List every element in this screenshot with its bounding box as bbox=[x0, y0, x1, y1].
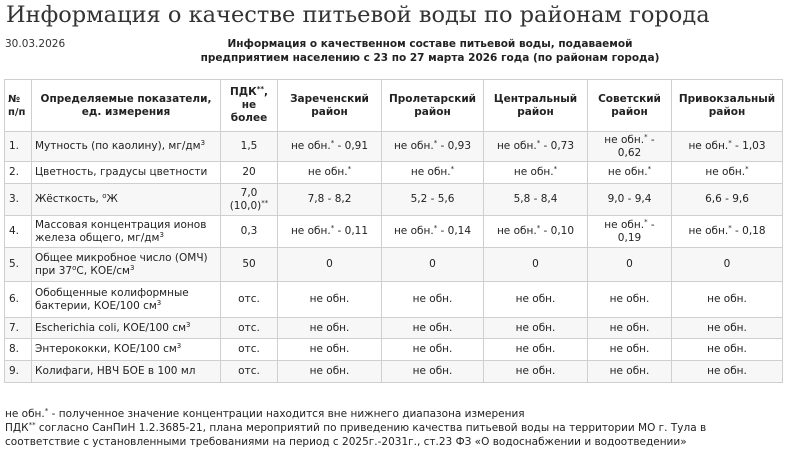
district-value bbox=[588, 184, 672, 216]
row-number: 7. bbox=[5, 318, 32, 339]
value-range: - 0,18 bbox=[731, 225, 766, 237]
indicator-text: Мутность (по каолину), мг/дм bbox=[35, 140, 201, 152]
value-range: - 0,93 bbox=[437, 140, 472, 152]
pdk-main: отс. bbox=[238, 343, 260, 355]
value-main: не обн. bbox=[309, 365, 350, 377]
value-main: не обн. bbox=[604, 133, 645, 146]
indicator-text: Колифаги, НВЧ БОЕ в 100 мл bbox=[35, 365, 196, 377]
row-number: 9. bbox=[5, 361, 32, 383]
value-main: не обн. bbox=[412, 293, 453, 305]
degree-mark: о bbox=[102, 192, 107, 200]
table-row bbox=[5, 339, 783, 361]
value-range: - 0,91 bbox=[334, 140, 369, 152]
header-district-sovetsky: Советский район bbox=[588, 80, 672, 132]
value-main: не обн. bbox=[309, 343, 350, 355]
pdk-main: 20 bbox=[242, 166, 256, 178]
value-main: 7,8 - 8,2 bbox=[307, 193, 352, 205]
pdk-alt: (10,0) bbox=[229, 199, 262, 212]
footnote-1-mark: * bbox=[44, 407, 49, 415]
header-number: № п/п bbox=[5, 80, 32, 132]
value-main: не обн. bbox=[707, 321, 747, 334]
district-value bbox=[672, 318, 783, 339]
district-value bbox=[278, 162, 382, 184]
value-main: не обн. bbox=[609, 321, 650, 334]
page-title: Информация о качестве питьевой воды по районам города bbox=[6, 2, 710, 28]
district-value bbox=[382, 248, 484, 282]
indicator-name bbox=[32, 162, 221, 184]
district-value bbox=[278, 361, 382, 383]
value-mark: * bbox=[450, 165, 455, 173]
district-value bbox=[382, 216, 484, 248]
value-main: не обн. bbox=[609, 343, 650, 355]
row-number: 5. bbox=[5, 248, 32, 282]
unit-exponent: 3 bbox=[186, 320, 191, 329]
pdk-main: отс. bbox=[238, 321, 260, 334]
district-value bbox=[672, 248, 783, 282]
row-number: 4. bbox=[5, 216, 32, 248]
value-range: - 0,10 bbox=[540, 225, 575, 237]
district-value bbox=[484, 282, 588, 318]
value-main: 0 bbox=[429, 258, 436, 270]
indicator-name bbox=[32, 318, 221, 339]
value-main: не обн. bbox=[707, 293, 747, 305]
district-value bbox=[484, 132, 588, 162]
header-district-proletarsky: Пролетарский район bbox=[382, 80, 484, 132]
header-district-zarechensky: Зареченский район bbox=[278, 80, 382, 132]
row-number: 1. bbox=[5, 132, 32, 162]
value-main: не обн. bbox=[496, 225, 537, 237]
table-header-row bbox=[5, 80, 783, 132]
row-number: 8. bbox=[5, 339, 32, 361]
value-main: не обн. bbox=[609, 365, 650, 377]
header-pdk-tail: , не более bbox=[230, 86, 269, 124]
value-main: не обн. bbox=[412, 365, 453, 377]
value-main: не обн. bbox=[393, 140, 434, 152]
value-main: не обн. bbox=[705, 166, 746, 178]
value-main: не обн. bbox=[688, 225, 729, 237]
district-value bbox=[672, 361, 783, 383]
value-mark: * bbox=[644, 132, 648, 141]
indicator-text: Обобщенные колиформные бактерии, КОЕ/100 см bbox=[35, 286, 189, 312]
value-main: 6,6 - 9,6 bbox=[705, 193, 749, 205]
value-mark: * bbox=[347, 165, 352, 173]
footnote-2 bbox=[5, 421, 780, 449]
value-mark: * bbox=[644, 217, 648, 226]
value-main: не обн. bbox=[307, 166, 348, 178]
footnotes bbox=[5, 407, 780, 449]
pdk-main: 7,0 bbox=[240, 186, 258, 199]
footnote-1 bbox=[5, 407, 780, 421]
value-mark: * bbox=[536, 224, 541, 232]
value-main: не обн. bbox=[410, 166, 451, 178]
row-number: 6. bbox=[5, 282, 32, 318]
district-value bbox=[382, 162, 484, 184]
water-quality-table bbox=[4, 79, 783, 383]
indicator-text: Цветность, градусы цветности bbox=[35, 166, 208, 178]
district-value bbox=[672, 162, 783, 184]
degree-mark: о bbox=[72, 263, 77, 272]
footnote-1-text: - полученное значение концентрации находится вне нижнего диапазона измерения bbox=[48, 408, 525, 420]
indicator-text: Общее микробное число (ОМЧ) при 37 bbox=[35, 251, 208, 277]
indicator-name bbox=[32, 339, 221, 361]
district-value bbox=[278, 216, 382, 248]
row-number: 3. bbox=[5, 184, 32, 216]
district-value bbox=[382, 318, 484, 339]
table-row bbox=[5, 184, 783, 216]
district-value bbox=[278, 318, 382, 339]
value-main: не обн. bbox=[309, 293, 350, 305]
unit-text: С, КОЕ/см bbox=[76, 264, 130, 277]
pdk-alt-mark: ** bbox=[261, 198, 269, 207]
value-main: не обн. bbox=[707, 343, 747, 355]
pdk-value bbox=[221, 248, 278, 282]
unit-exponent: 3 bbox=[129, 263, 135, 272]
table-row bbox=[5, 361, 783, 383]
district-value bbox=[484, 162, 588, 184]
table-row bbox=[5, 282, 783, 318]
value-main: не обн. bbox=[393, 225, 434, 237]
value-mark: * bbox=[536, 139, 541, 147]
district-value bbox=[484, 184, 588, 216]
value-range: - 0,19 bbox=[617, 218, 655, 244]
table-row bbox=[5, 162, 783, 184]
value-mark: * bbox=[433, 139, 438, 147]
district-value bbox=[484, 318, 588, 339]
header-pdk-mark: ** bbox=[256, 85, 265, 93]
value-mark: * bbox=[330, 224, 335, 232]
pdk-value bbox=[221, 132, 278, 162]
value-range: - 0,62 bbox=[617, 133, 655, 159]
value-main: 9,0 - 9,4 bbox=[607, 193, 652, 205]
indicator-text: Массовая концентрация ионов железа общего, мг/дм bbox=[35, 218, 207, 244]
indicator-name bbox=[32, 132, 221, 162]
value-range: - 0,11 bbox=[334, 225, 369, 237]
value-mark: * bbox=[728, 139, 732, 147]
indicator-name bbox=[32, 216, 221, 248]
value-main: не обн. bbox=[290, 140, 331, 152]
district-value bbox=[382, 132, 484, 162]
pdk-value bbox=[221, 361, 278, 383]
value-main: 0 bbox=[723, 258, 731, 270]
value-main: не обн. bbox=[707, 365, 747, 377]
district-value bbox=[382, 339, 484, 361]
district-value bbox=[484, 361, 588, 383]
value-range: - 1,03 bbox=[731, 140, 766, 152]
value-main: не обн. bbox=[607, 166, 648, 178]
pdk-value bbox=[221, 318, 278, 339]
header-district-centralny: Центральный район bbox=[484, 80, 588, 132]
value-main: не обн. bbox=[513, 166, 554, 178]
value-main: не обн. bbox=[412, 343, 453, 355]
pdk-value bbox=[221, 216, 278, 248]
district-value bbox=[484, 216, 588, 248]
value-main: не обн. bbox=[309, 321, 350, 334]
district-value bbox=[278, 184, 382, 216]
district-value bbox=[278, 282, 382, 318]
district-value bbox=[484, 339, 588, 361]
pdk-main: отс. bbox=[238, 293, 260, 305]
district-value bbox=[672, 184, 783, 216]
table-row bbox=[5, 132, 783, 162]
value-main: не обн. bbox=[515, 321, 556, 334]
indicator-name bbox=[32, 282, 221, 318]
district-value bbox=[672, 339, 783, 361]
header-pdk bbox=[221, 80, 278, 132]
value-mark: * bbox=[433, 224, 438, 232]
indicator-name bbox=[32, 184, 221, 216]
value-main: не обн. bbox=[688, 140, 729, 152]
publication-date: 30.03.2026 bbox=[5, 38, 66, 50]
caption-line-2: предприятием населению с 23 по 27 марта 2026 года (по районам города) bbox=[200, 52, 660, 64]
indicator-name bbox=[32, 248, 221, 282]
value-main: не обн. bbox=[515, 365, 556, 377]
value-mark: * bbox=[553, 165, 558, 173]
value-mark: * bbox=[647, 165, 652, 173]
footnote-1-term: не обн. bbox=[5, 408, 45, 420]
district-value bbox=[278, 248, 382, 282]
pdk-value bbox=[221, 184, 278, 216]
value-main: не обн. bbox=[604, 218, 645, 231]
footnote-2-text: согласно СанПиН 1.2.3685-21, плана мероприятий по приведению качества питьевой воды на территории МО г. Тула в соответствие с установленными требованиями на период с 2025г.-2031г., ст.23 ФЗ «О водоснабжении и водоотведении» bbox=[5, 422, 707, 448]
value-main: 5,2 - 5,6 bbox=[410, 193, 455, 205]
table-caption bbox=[175, 37, 685, 65]
district-value bbox=[672, 216, 783, 248]
district-value bbox=[672, 132, 783, 162]
pdk-main: 50 bbox=[242, 258, 256, 270]
district-value bbox=[588, 282, 672, 318]
pdk-value bbox=[221, 339, 278, 361]
value-main: не обн. bbox=[290, 225, 331, 237]
footnote-2-mark: ** bbox=[28, 421, 36, 429]
pdk-main: отс. bbox=[238, 365, 260, 377]
unit-exponent: 3 bbox=[200, 139, 206, 147]
district-value bbox=[382, 361, 484, 383]
value-range: - 0,14 bbox=[437, 225, 472, 237]
table-row bbox=[5, 216, 783, 248]
district-value bbox=[588, 318, 672, 339]
value-main: 5,8 - 8,4 bbox=[513, 193, 558, 205]
district-value bbox=[382, 282, 484, 318]
header-district-privokzalny: Привокзальный район bbox=[672, 80, 783, 132]
value-main: 0 bbox=[326, 258, 333, 270]
value-main: 0 bbox=[626, 258, 633, 270]
unit-exponent: 3 bbox=[176, 342, 182, 350]
value-main: не обн. bbox=[609, 293, 650, 305]
footnote-2-term: ПДК bbox=[5, 422, 29, 434]
value-mark: * bbox=[330, 139, 335, 147]
value-main: не обн. bbox=[412, 321, 453, 334]
indicator-text: Энтерококки, КОЕ/100 см bbox=[35, 343, 177, 355]
pdk-value bbox=[221, 282, 278, 318]
district-value bbox=[588, 339, 672, 361]
header-pdk-label: ПДК bbox=[229, 86, 257, 98]
value-main: 0 bbox=[532, 258, 539, 270]
value-main: не обн. bbox=[515, 343, 556, 355]
caption-line-1: Информация о качественном составе питьевой воды, подаваемой bbox=[227, 38, 633, 50]
district-value bbox=[588, 216, 672, 248]
district-value bbox=[588, 361, 672, 383]
indicator-name bbox=[32, 361, 221, 383]
table-row bbox=[5, 248, 783, 282]
value-range: - 0,73 bbox=[540, 140, 575, 152]
district-value bbox=[588, 132, 672, 162]
indicator-text: Escherichia coli, КОЕ/100 см bbox=[35, 321, 187, 334]
district-value bbox=[588, 248, 672, 282]
table-row bbox=[5, 318, 783, 339]
unit-text: Ж bbox=[106, 193, 118, 205]
district-value bbox=[278, 339, 382, 361]
district-value bbox=[278, 132, 382, 162]
value-main: не обн. bbox=[515, 293, 556, 305]
pdk-value bbox=[221, 162, 278, 184]
unit-exponent: 3 bbox=[159, 230, 164, 239]
indicator-text: Жёсткость, bbox=[35, 193, 103, 205]
row-number: 2. bbox=[5, 162, 32, 184]
district-value bbox=[382, 184, 484, 216]
unit-exponent: 3 bbox=[156, 298, 162, 307]
value-mark: * bbox=[745, 165, 749, 173]
header-indicator: Определяемые показатели, ед. измерения bbox=[32, 80, 221, 132]
district-value bbox=[588, 162, 672, 184]
pdk-main: 0,3 bbox=[240, 225, 258, 237]
district-value bbox=[672, 282, 783, 318]
value-mark: * bbox=[728, 224, 732, 232]
district-value bbox=[484, 248, 588, 282]
pdk-main: 1,5 bbox=[240, 140, 258, 152]
value-main: не обн. bbox=[496, 140, 537, 152]
